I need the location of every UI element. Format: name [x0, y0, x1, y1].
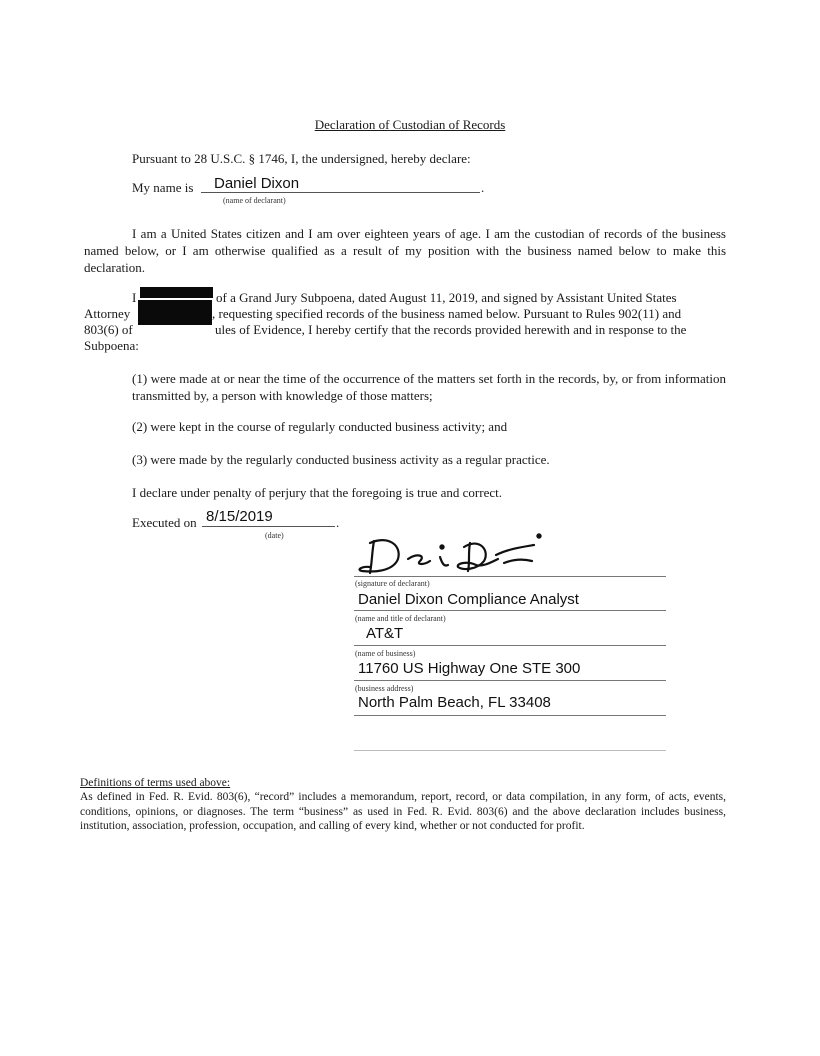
business-address-city-field: North Palm Beach, FL 33408: [358, 694, 551, 711]
intro-statement: Pursuant to 28 U.S.C. § 1746, I, the undersigned, hereby declare:: [132, 151, 471, 166]
name-prefix: My name is: [132, 180, 194, 195]
definitions-text: As defined in Fed. R. Evid. 803(6), “record” includes a memorandum, report, record, or data compilation, in any form, of acts, events, conditions, opinions, or diagnoses. The term “business” as used in Fed. R. Evid. 803(6) and the above declaration includes business, institution, association, profession, occupation, and calling of every kind, whether or not conducted for profit.: [80, 791, 726, 832]
date-underline: [202, 526, 335, 527]
name-caption: (name of declarant): [223, 196, 286, 205]
para2-line1-start: I: [132, 290, 137, 305]
address-caption: (business address): [355, 684, 414, 693]
redaction-box: [140, 287, 213, 298]
address-city-line: [354, 715, 666, 716]
list-item: (1) were made at or near the time of the occurrence of the matters set forth in the records, by, or from information transmitted by, a person with knowledge of those matters;: [132, 371, 726, 403]
signature-line: [354, 576, 666, 577]
declarant-name-field: Daniel Dixon: [214, 175, 300, 192]
para2-line3-start: 803(6) of: [84, 322, 133, 337]
citizenship-paragraph: I am a United States citizen and I am over eighteen years of age. I am the custodian of records of the business named below, or I am otherwise qualified as a result of my position with the business named below to make this declaration.: [84, 226, 726, 275]
executed-date-field: 8/15/2019: [206, 508, 273, 525]
list-item: (3) were made by the regularly conducted business activity as a regular practice.: [132, 452, 550, 467]
name-underline: [201, 192, 480, 193]
blank-line: [354, 750, 666, 751]
redaction-box: [138, 320, 212, 325]
perjury-statement: I declare under penalty of perjury that the foregoing is true and correct.: [132, 485, 502, 500]
handwritten-signature: [358, 533, 558, 579]
name-suffix: .: [481, 180, 485, 195]
document-title: Declaration of Custodian of Records: [314, 117, 506, 132]
executed-suffix: .: [336, 515, 340, 530]
name-title-caption: (name and title of declarant): [355, 614, 446, 623]
business-address-field: 11760 US Highway One STE 300: [358, 660, 581, 677]
business-name-field: AT&T: [366, 625, 404, 642]
para2-line1: of a Grand Jury Subpoena, dated August 11, 2019, and signed by Assistant United States: [216, 290, 677, 305]
signature-caption: (signature of declarant): [355, 579, 430, 588]
para2-line2: , requesting specified records of the business named below. Pursuant to Rules 902(11) and: [212, 306, 682, 321]
business-line: [354, 645, 666, 646]
para2-line4: Subpoena:: [84, 338, 139, 353]
definitions-heading: Definitions of terms used above:: [80, 777, 231, 789]
business-caption: (name of business): [355, 649, 416, 658]
list-item: (2) were kept in the course of regularly conducted business activity; and: [132, 419, 508, 434]
address-line: [354, 680, 666, 681]
name-title-line: [354, 610, 666, 611]
executed-prefix: Executed on: [132, 515, 197, 530]
para2-line3: ules of Evidence, I hereby certify that the records provided herewith and in response to the: [215, 322, 687, 337]
para2-line2-start: Attorney: [84, 306, 131, 321]
date-caption: (date): [265, 531, 284, 540]
name-and-title-field: Daniel Dixon Compliance Analyst: [358, 591, 579, 608]
